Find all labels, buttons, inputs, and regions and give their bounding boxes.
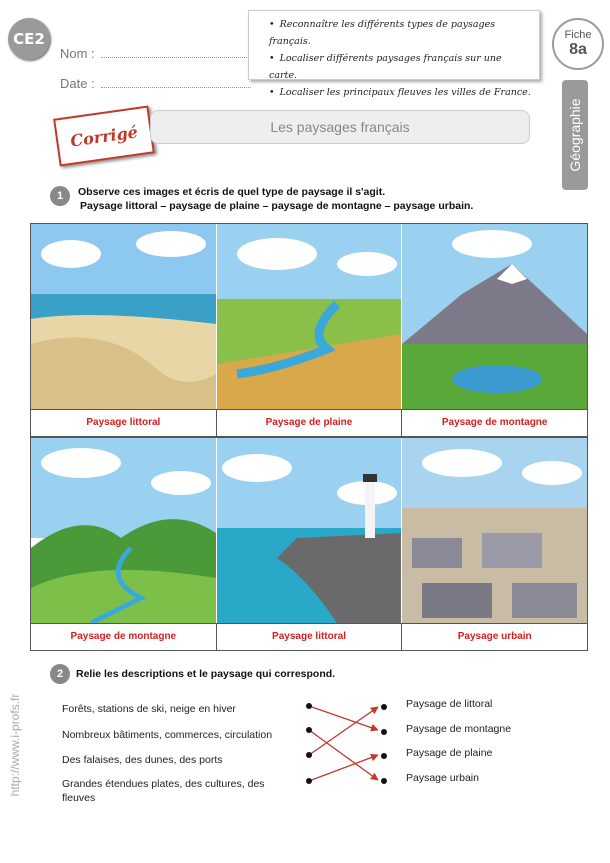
objective-item: • Localiser différents paysages français sur une carte. [269,50,531,84]
fiche-number: 8a [569,41,587,58]
plain-river-fields-image [217,224,403,409]
answer-label: Paysage de montagne [401,410,587,436]
exercise-1-number: 1 [50,186,70,206]
name-line [101,47,251,58]
objective-item: • Reconnaître les différents types de paysages français. [269,16,531,50]
page-title: Les paysages français [270,119,410,135]
exercise-2-number: 2 [50,664,70,684]
site-url[interactable] [4,680,26,810]
answer-label: Paysage de montagne [70,631,177,642]
exercise-2-instruction: Relie les descriptions et le paysage qui correspond. [76,668,336,680]
subject-label: Géographie [567,98,583,172]
answer-label: Paysage de plaine [216,410,402,436]
name-label: Nom : [60,46,95,61]
name-field[interactable] [60,46,251,61]
matching-lines [300,695,395,790]
image-grid-row-1 [30,223,588,437]
landscape-item: Paysage de plaine [406,747,493,759]
description-item: Des falaises, des dunes, des ports [62,754,223,766]
landscape-item: Paysage urbain [406,772,479,784]
description-item: Forêts, stations de ski, neige en hiver [62,703,236,715]
landscape-item: Paysage de montagne [406,723,512,735]
level-badge: CE2 [8,18,50,60]
description-item: Grandes étendues plates, des cultures, des fleuves [62,778,265,804]
site-url-text: http://www.i-profs.fr [8,693,22,797]
subject-tab [562,80,588,190]
date-label: Date : [60,76,95,91]
exercise-1-instruction: Observe ces images et écris de quel type de paysage il s'agit. [78,186,386,198]
green-valley-mountains-image [31,438,217,623]
objectives-box [248,10,540,98]
answer-label: Paysage littoral [216,624,402,650]
page-title-bar [150,110,530,144]
objective-item: • Localiser les principaux fleuves les villes de France. [269,84,531,101]
landscape-item: Paysage de littoral [406,698,493,710]
date-line [101,77,251,88]
corrige-label: Corrigé [69,121,139,151]
description-item: Nombreux bâtiments, commerces, circulation [62,729,273,741]
mountain-lake-image [402,224,587,409]
date-field[interactable] [60,76,251,91]
lighthouse-cliff-image [217,438,403,623]
beach-dunes-image [31,224,217,409]
city-rooftops-image [402,438,587,623]
answer-label: Paysage littoral [86,417,161,428]
fiche-badge [552,18,604,70]
answer-label: Paysage urbain [401,624,587,650]
corrige-stamp [53,106,155,167]
fiche-label: Fiche [564,29,592,41]
exercise-1-word-bank: Paysage littoral – paysage de plaine – paysage de montagne – paysage urbain. [80,200,474,212]
image-grid-row-2 [30,437,588,651]
